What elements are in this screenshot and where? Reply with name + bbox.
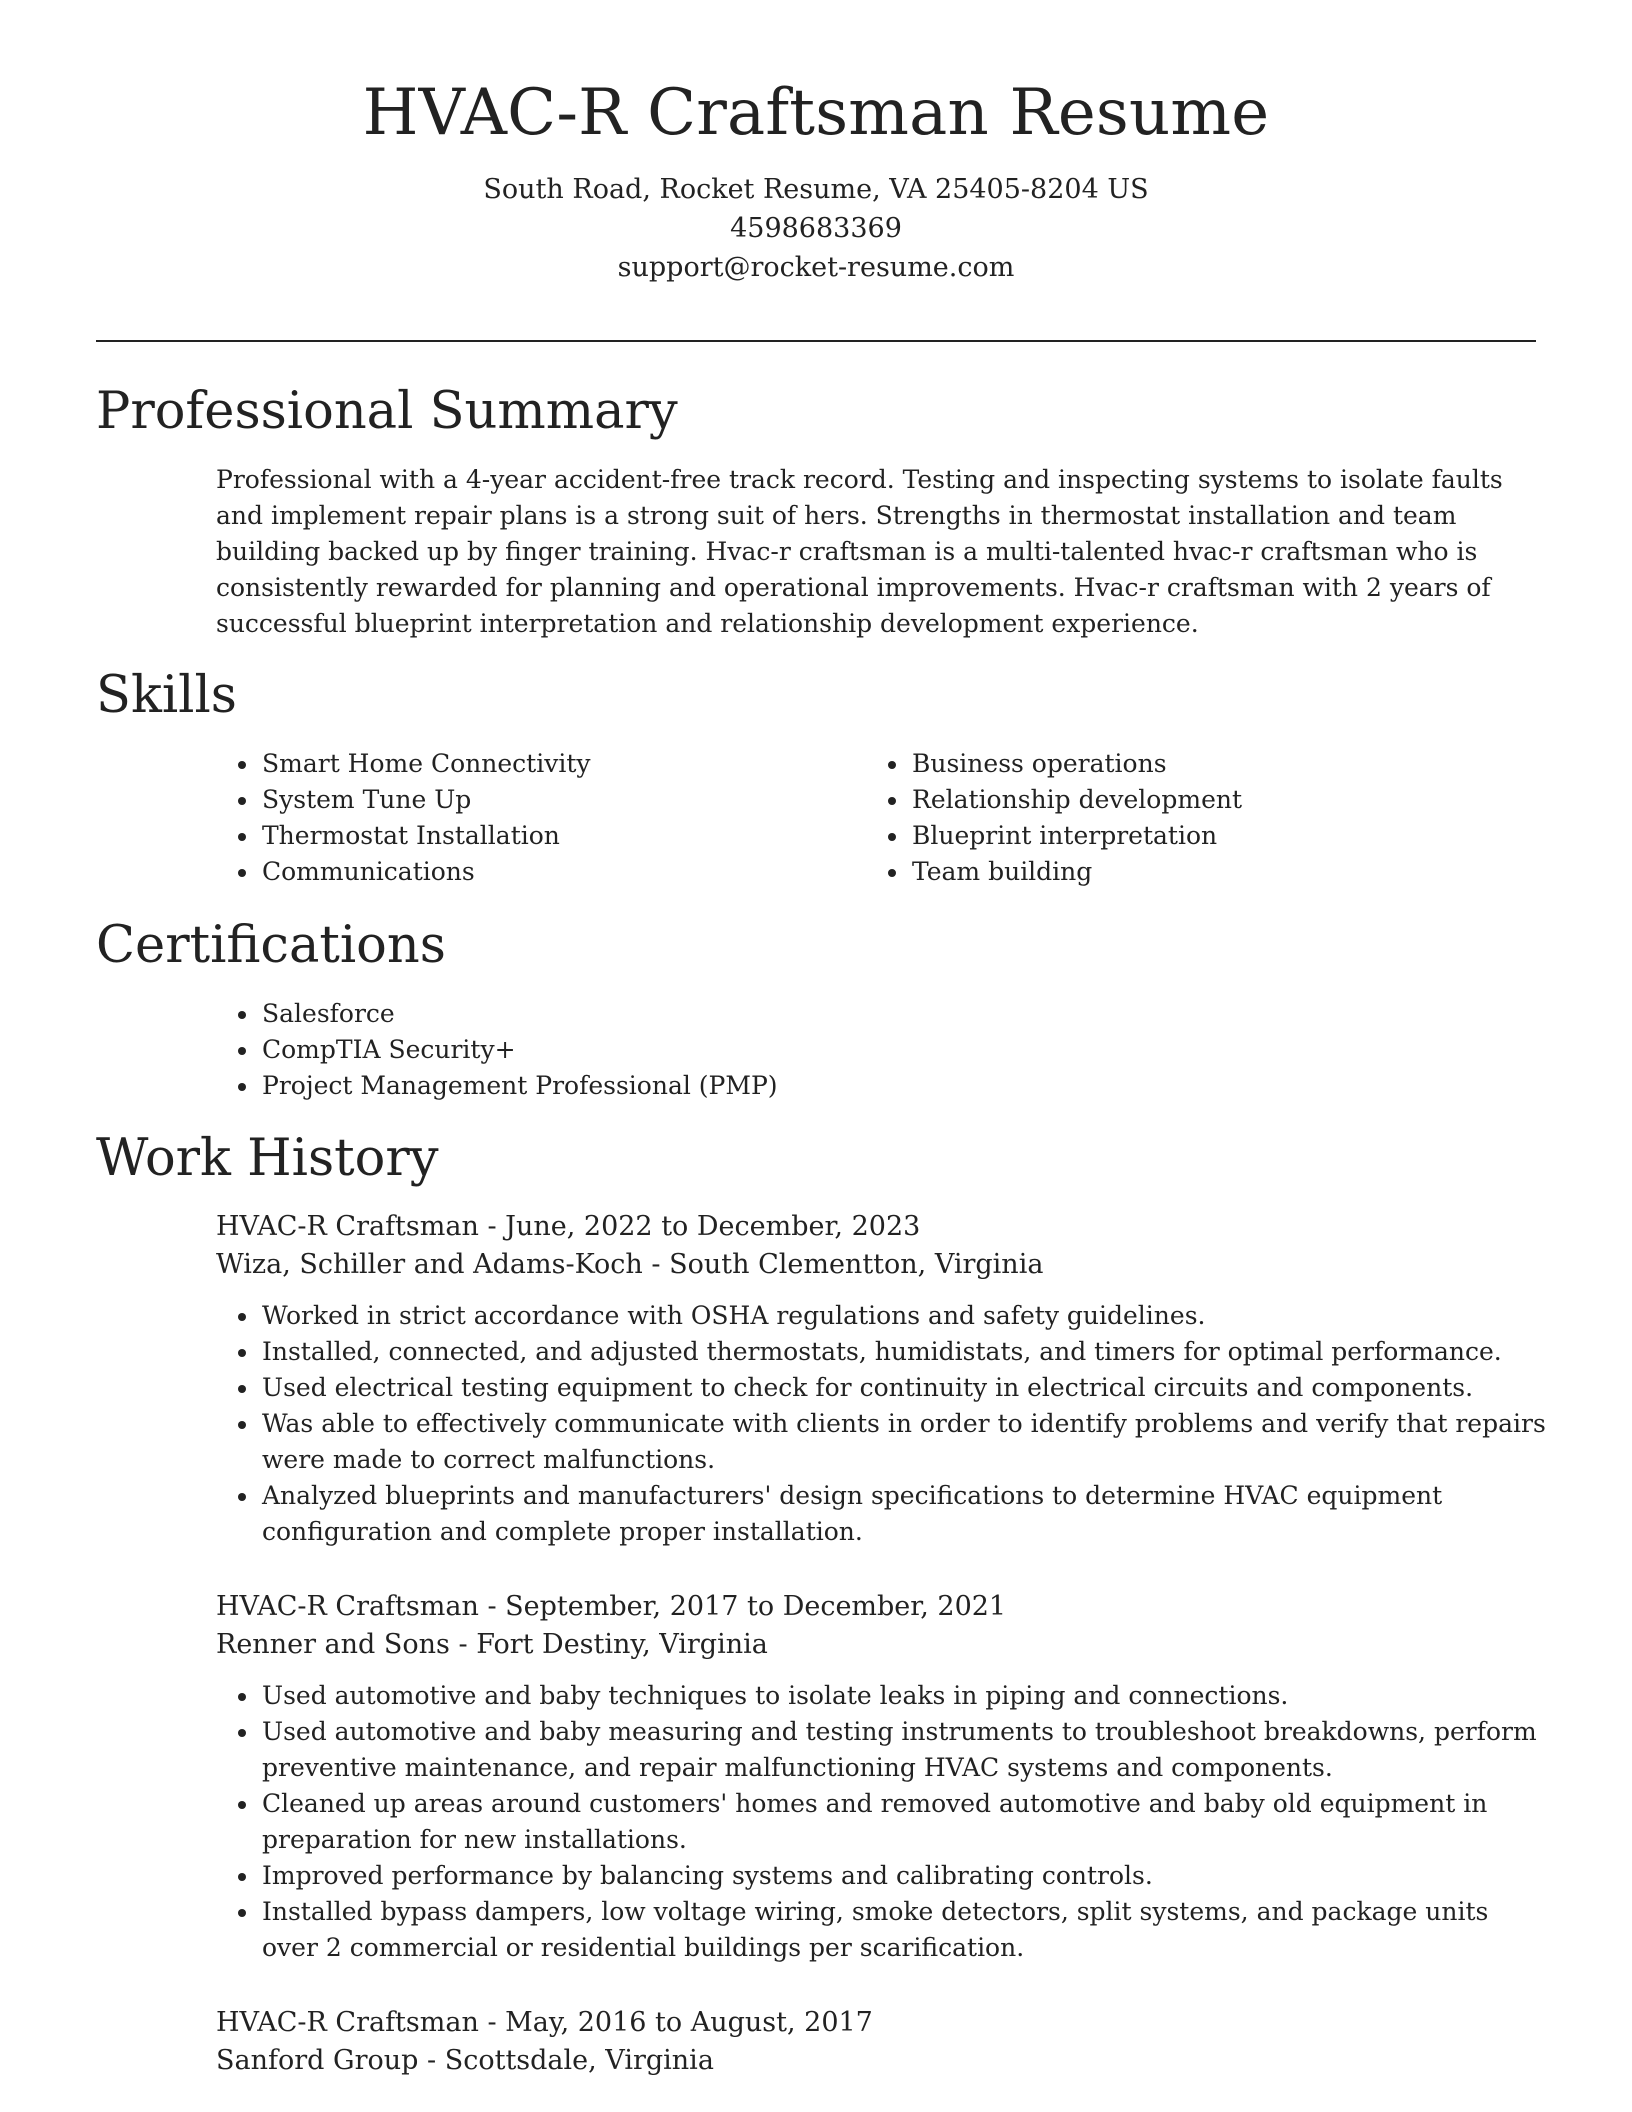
job-entry: [216, 1208, 1546, 1550]
certifications-list: [216, 996, 1536, 1104]
job-bullet: • Used automotive and baby techniques to isolate leaks in piping and connections.: [260, 1678, 1546, 1714]
job-bullets: [216, 1298, 1546, 1550]
job-bullets: [216, 1678, 1546, 1966]
skill-item: • Thermostat Installation: [260, 818, 866, 854]
certifications-heading: Certifications: [96, 916, 446, 975]
skills-heading: Skills: [96, 666, 237, 725]
job-company: Sanford Group: [216, 2045, 419, 2076]
job-bullet: • Used automotive and baby measuring and testing instruments to troubleshoot breakdowns, perform preventive maintenance, and repair malfunctioning HVAC systems and components.: [260, 1714, 1546, 1786]
job-bullet: • Installed bypass dampers, low voltage wiring, smoke detectors, split systems, and package units over 2 commercial or residential buildings per scarification.: [260, 1894, 1546, 1966]
certification-item: • Salesforce: [260, 996, 1536, 1032]
job-location: Fort Destiny, Virginia: [476, 1629, 768, 1660]
job-location: Scottsdale, Virginia: [444, 2045, 714, 2076]
job-company-line: Renner and Sons - Fort Destiny, Virginia: [216, 1629, 768, 1660]
job-title-line: HVAC-R Craftsman - June, 2022 to December, 2023: [216, 1211, 921, 1242]
job-bullet: • Installed, connected, and adjusted thermostats, humidistats, and timers for optimal performance.: [260, 1334, 1546, 1370]
job-bullet: • Analyzed blueprints and manufacturers' design specifications to determine HVAC equipment configuration and complete proper installation.: [260, 1478, 1546, 1550]
job-bullet: • Was able to effectively communicate with clients in order to identify problems and verify that repairs were made to correct malfunctions.: [260, 1406, 1546, 1478]
job-bullet: • Cleaned up areas around customers' homes and removed automotive and baby old equipment in preparation for new installations.: [260, 1786, 1546, 1858]
job-bullet: • Improved performance by balancing systems and calibrating controls.: [260, 1858, 1546, 1894]
summary-text: Professional with a 4-year accident-free track record. Testing and inspecting systems to isolate faults and implement repair plans is a strong suit of hers. Strengths in thermostat installation and team building backed up by finger training. Hvac-r craftsman is a multi-talented hvac-r craftsman who is consistently rewarded for planning and operational improvements. Hvac-r craftsman with 2 years of successful blueprint interpretation and relationship development experience.: [216, 465, 1503, 638]
job-bullet: • Worked in strict accordance with OSHA regulations and safety guidelines.: [260, 1298, 1546, 1334]
job-company-line: Sanford Group - Scottsdale, Virginia: [216, 2045, 714, 2076]
job-entry: [216, 2004, 1546, 2080]
job-title: HVAC-R Craftsman: [216, 1591, 479, 1622]
skill-item: • Smart Home Connectivity: [260, 746, 866, 782]
job-dates: June, 2022 to December, 2023: [505, 1211, 921, 1242]
job-location: South Clementton, Virginia: [669, 1249, 1044, 1280]
job-company-line: Wiza, Schiller and Adams-Koch - South Clementton, Virginia: [216, 1249, 1044, 1280]
contact-email: support@rocket-resume.com: [617, 252, 1015, 284]
skill-item: • Blueprint interpretation: [910, 818, 1516, 854]
job-title: HVAC-R Craftsman: [216, 1211, 479, 1242]
job-title: HVAC-R Craftsman: [216, 2007, 479, 2038]
contact-phone: 4598683369: [730, 213, 902, 245]
skills-column-right: [866, 746, 1516, 890]
summary-heading: Professional Summary: [96, 382, 678, 441]
job-company: Wiza, Schiller and Adams-Koch: [216, 1249, 643, 1280]
job-bullet: • Used electrical testing equipment to check for continuity in electrical circuits and components.: [260, 1370, 1546, 1406]
header-divider: [96, 340, 1536, 342]
contact-block: [0, 170, 1632, 287]
certification-item: • Project Management Professional (PMP): [260, 1068, 1536, 1104]
certification-item: • CompTIA Security+: [260, 1032, 1536, 1068]
job-dates: September, 2017 to December, 2021: [505, 1591, 1007, 1622]
job-title-line: HVAC-R Craftsman - September, 2017 to December, 2021: [216, 1591, 1007, 1622]
skill-item: • Communications: [260, 854, 866, 890]
skill-item: • System Tune Up: [260, 782, 866, 818]
resume-title: HVAC-R Craftsman Resume: [362, 76, 1270, 150]
skill-item: • Team building: [910, 854, 1516, 890]
skill-item: • Relationship development: [910, 782, 1516, 818]
skills-column-left: [216, 746, 866, 890]
job-entry: [216, 1588, 1546, 1966]
job-company: Renner and Sons: [216, 1629, 450, 1660]
skill-item: • Business operations: [910, 746, 1516, 782]
work-history-heading: Work History: [96, 1129, 439, 1188]
job-title-line: HVAC-R Craftsman - May, 2016 to August, 2017: [216, 2007, 873, 2038]
skills-list: [216, 746, 1536, 890]
job-dates: May, 2016 to August, 2017: [505, 2007, 873, 2038]
resume-header: [0, 78, 1632, 287]
contact-address: South Road, Rocket Resume, VA 25405-8204 US: [483, 174, 1149, 206]
